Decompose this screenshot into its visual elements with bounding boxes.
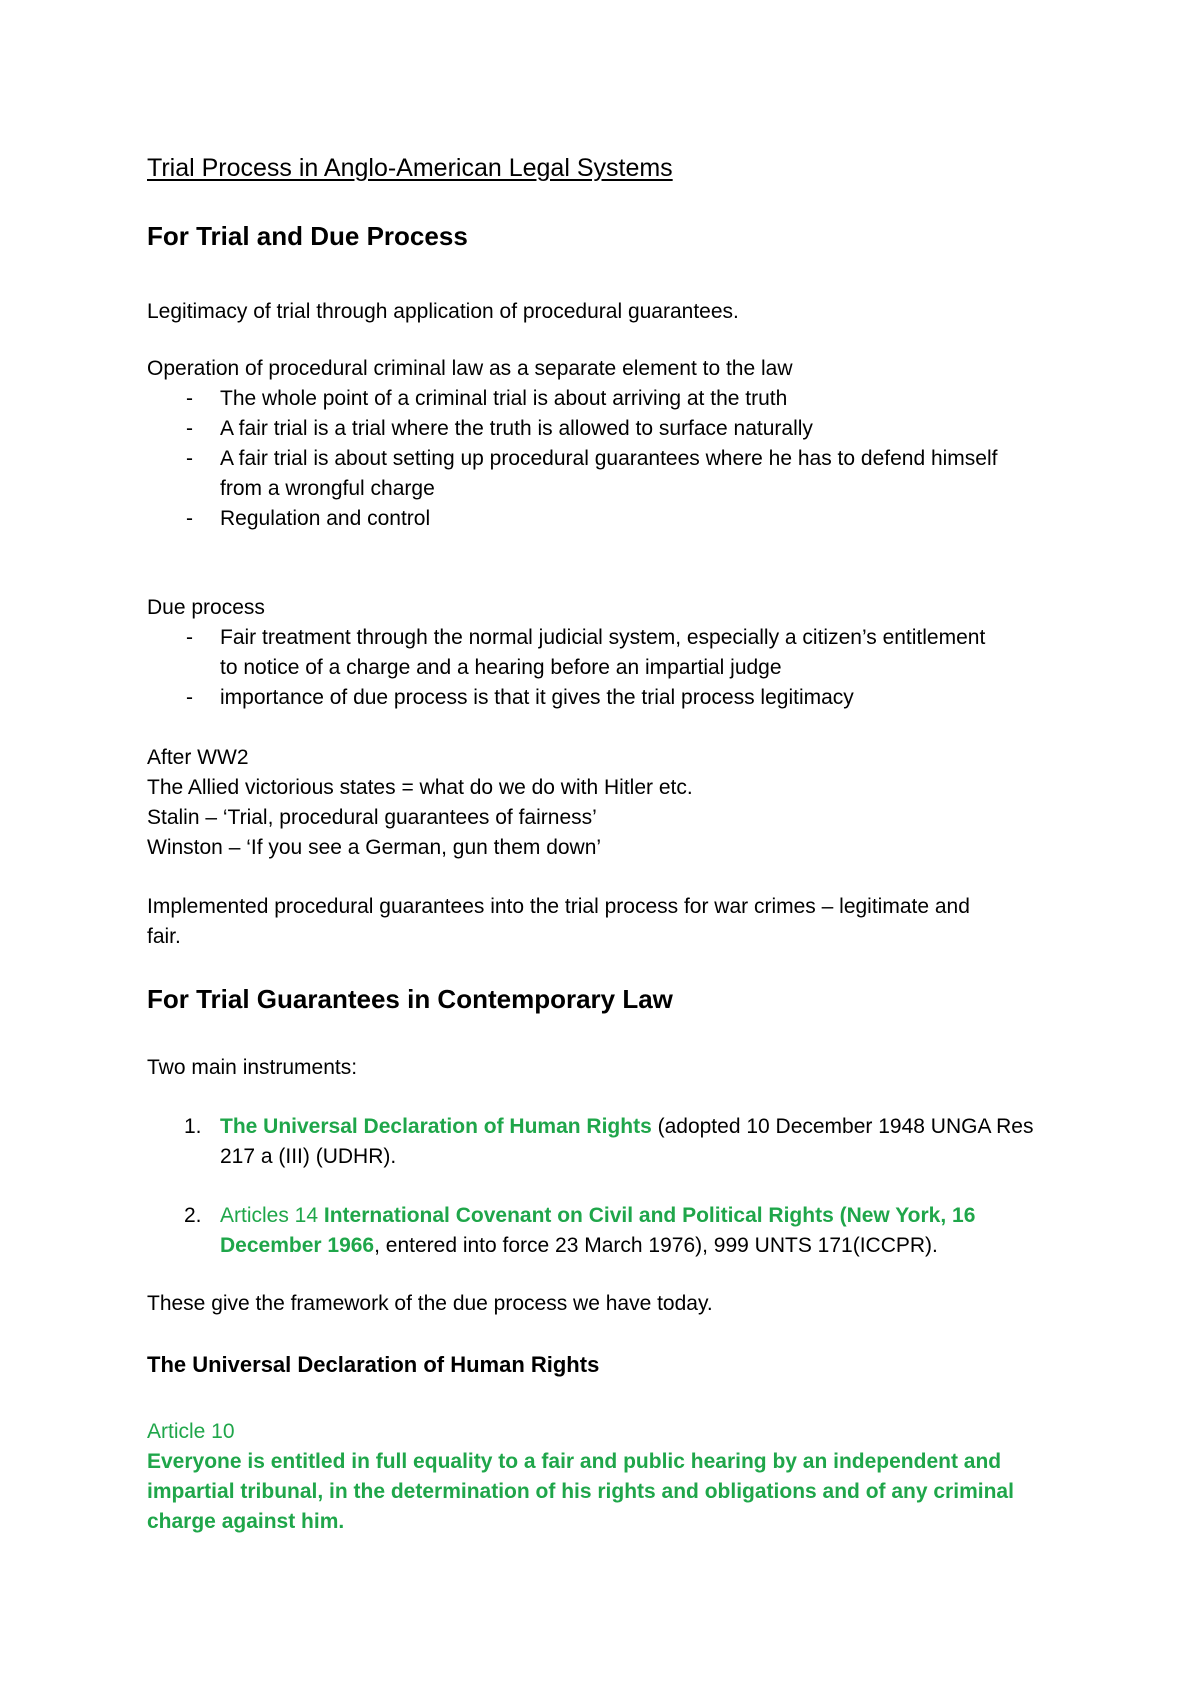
label-due-process: Due process: [147, 596, 265, 619]
iccpr-title: International Covenant on Civil and Political Rights (New York, 16: [323, 1204, 976, 1227]
list-item: Regulation and control: [220, 507, 431, 530]
bullet-dash: -: [186, 417, 193, 440]
bullet-dash: -: [186, 387, 193, 410]
bullet-dash: -: [186, 686, 193, 709]
iccpr-details: , entered into force 23 March 1976), 999 UNTS 171(ICCPR).: [374, 1234, 938, 1257]
paragraph-line: The Allied victorious states = what do we do with Hitler etc.: [147, 776, 693, 799]
list-number: 2.: [184, 1204, 202, 1227]
list-number: 1.: [184, 1115, 202, 1138]
article-text-line: charge against him.: [147, 1510, 345, 1533]
udhr-details: (adopted 10 December 1948 UNGA Res: [651, 1115, 1034, 1138]
list-item: importance of due process is that it gives the trial process legitimacy: [220, 686, 854, 709]
paragraph-line: Stalin – ‘Trial, procedural guarantees of fairness’: [147, 806, 597, 829]
iccpr-date: December 1966: [220, 1234, 375, 1257]
bullet-dash: -: [186, 447, 193, 470]
article-label: Article 10: [147, 1420, 235, 1443]
heading-trial-due-process: For Trial and Due Process: [147, 221, 468, 251]
paragraph-line: fair.: [147, 925, 181, 948]
paragraph-framework: These give the framework of the due process we have today.: [147, 1292, 713, 1315]
list-item-continuation: to notice of a charge and a hearing before an impartial judge: [220, 656, 782, 679]
list-item: The whole point of a criminal trial is about arriving at the truth: [220, 387, 788, 410]
paragraph-legitimacy: Legitimacy of trial through application of procedural guarantees.: [147, 300, 739, 323]
heading-udhr: The Universal Declaration of Human Rights: [147, 1352, 600, 1377]
paragraph-operation-intro: Operation of procedural criminal law as a separate element to the law: [147, 357, 793, 380]
paragraph-instruments-intro: Two main instruments:: [147, 1056, 358, 1079]
instrument-iccpr-continuation: [220, 1232, 938, 1260]
list-item-continuation: from a wrongful charge: [220, 477, 435, 500]
document-title: Trial Process in Anglo-American Legal Systems: [147, 154, 673, 182]
paragraph-line: Winston – ‘If you see a German, gun them down’: [147, 836, 602, 859]
bullet-dash: -: [186, 626, 193, 649]
paragraph-line: Implemented procedural guarantees into the trial process for war crimes – legitimate and: [147, 895, 970, 918]
list-item: A fair trial is a trial where the truth is allowed to surface naturally: [220, 417, 813, 440]
bullet-dash: -: [186, 507, 193, 530]
iccpr-article-ref: Articles 14: [220, 1204, 324, 1227]
list-item: A fair trial is about setting up procedural guarantees where he has to defend himself: [220, 447, 998, 470]
paragraph-line: After WW2: [147, 746, 249, 769]
instrument-iccpr: [220, 1202, 975, 1230]
article-text-line: Everyone is entitled in full equality to a fair and public hearing by an independent and: [147, 1450, 1002, 1473]
heading-contemporary-law: For Trial Guarantees in Contemporary Law: [147, 984, 673, 1014]
instrument-udhr: [220, 1113, 1033, 1141]
list-item: Fair treatment through the normal judicial system, especially a citizen’s entitlement: [220, 626, 986, 649]
article-text-line: impartial tribunal, in the determination of his rights and obligations and of any criminal: [147, 1480, 1014, 1503]
udhr-title: The Universal Declaration of Human Rights: [220, 1115, 652, 1138]
instrument-udhr-continuation: 217 a (III) (UDHR).: [220, 1145, 397, 1168]
